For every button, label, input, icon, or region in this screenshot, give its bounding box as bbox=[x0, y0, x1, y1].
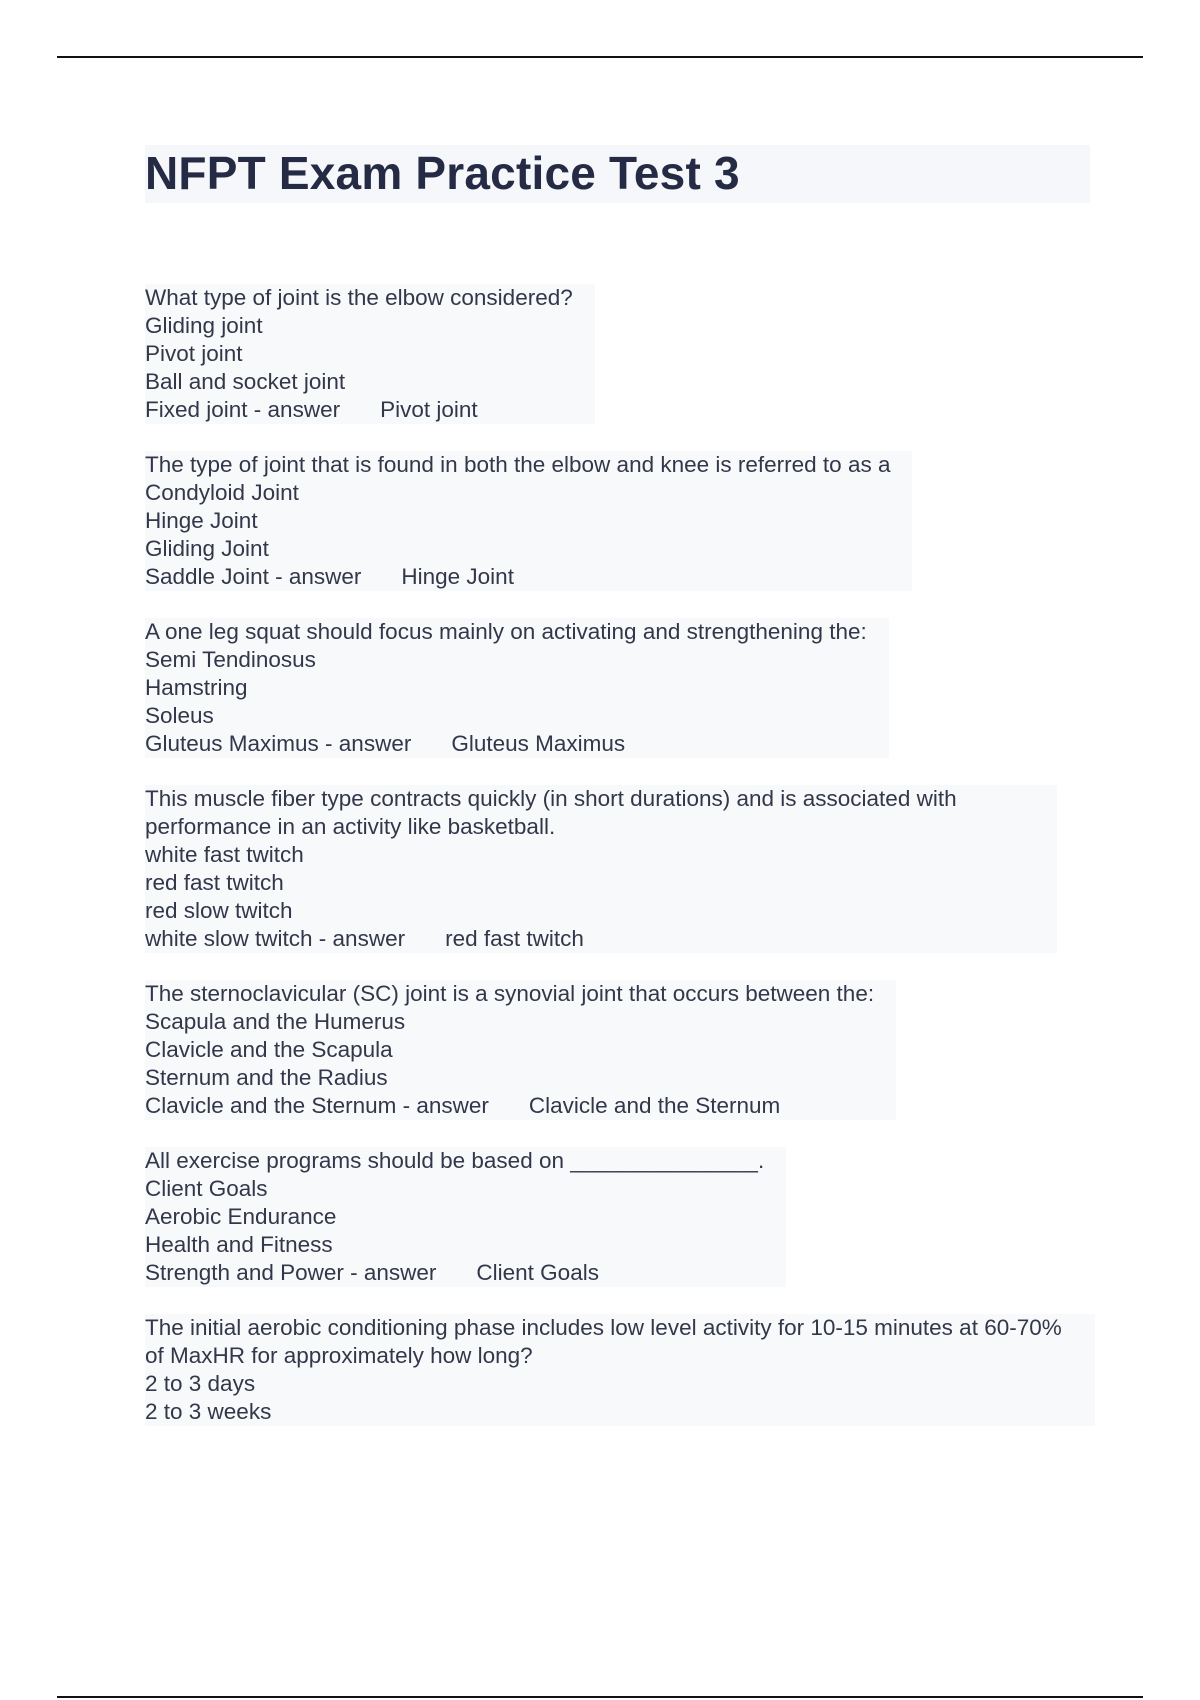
answer-text: Pivot joint bbox=[380, 397, 478, 422]
option-text: Client Goals bbox=[145, 1176, 268, 1201]
answer-text: Hinge Joint bbox=[401, 564, 514, 589]
option-text: Gliding Joint bbox=[145, 536, 269, 561]
question-block bbox=[145, 1314, 1095, 1453]
answer-line bbox=[145, 730, 867, 758]
answer-text: red fast twitch bbox=[445, 926, 584, 951]
bottom-divider bbox=[57, 1696, 1143, 1698]
answer-text: Client Goals bbox=[476, 1260, 599, 1285]
answer-line bbox=[145, 563, 890, 591]
option-text: Health and Fitness bbox=[145, 1232, 333, 1257]
option-text: white fast twitch bbox=[145, 842, 304, 867]
answer-line bbox=[145, 1259, 764, 1287]
option-text: 2 to 3 days bbox=[145, 1371, 256, 1396]
option-text: Pivot joint bbox=[145, 341, 243, 366]
option-text: 2 to 3 weeks bbox=[145, 1399, 272, 1424]
option-text: red slow twitch bbox=[145, 898, 293, 923]
question-text: All exercise programs should be based on _______________. bbox=[145, 1148, 765, 1173]
last-option-with-answer-label: Saddle Joint - answer bbox=[145, 564, 362, 589]
question-text: The type of joint that is found in both the elbow and knee is referred to as a bbox=[145, 452, 891, 477]
answer-text: Gluteus Maximus bbox=[451, 731, 626, 756]
last-option-with-answer-label: Fixed joint - answer bbox=[145, 397, 341, 422]
option-text: Hamstring bbox=[145, 675, 248, 700]
option-text: Semi Tendinosus bbox=[145, 647, 316, 672]
answer-line bbox=[145, 396, 573, 424]
option-text: Clavicle and the Scapula bbox=[145, 1037, 393, 1062]
option-text: Ball and socket joint bbox=[145, 369, 346, 394]
question-text: The sternoclavicular (SC) joint is a synovial joint that occurs between the: bbox=[145, 981, 875, 1006]
question-text: The initial aerobic conditioning phase includes low level activity for 10-15 minutes at 60-70% of MaxHR for approximately how long? bbox=[145, 1315, 1062, 1368]
question-block bbox=[145, 785, 1095, 980]
option-text: Scapula and the Humerus bbox=[145, 1009, 406, 1034]
question-text: This muscle fiber type contracts quickly (in short durations) and is associated with performance in an activity like basketball. bbox=[145, 786, 957, 839]
question-block bbox=[145, 451, 1095, 618]
option-text: Gliding joint bbox=[145, 313, 263, 338]
option-text: Condyloid Joint bbox=[145, 480, 299, 505]
option-text: Hinge Joint bbox=[145, 508, 258, 533]
last-option-with-answer-label: Strength and Power - answer bbox=[145, 1260, 437, 1285]
answer-line bbox=[145, 925, 1035, 953]
question-text: A one leg squat should focus mainly on activating and strengthening the: bbox=[145, 619, 867, 644]
option-text: Soleus bbox=[145, 703, 214, 728]
last-option-with-answer-label: Gluteus Maximus - answer bbox=[145, 731, 412, 756]
last-option-with-answer-label: white slow twitch - answer bbox=[145, 926, 406, 951]
last-option-with-answer-label: Clavicle and the Sternum - answer bbox=[145, 1093, 489, 1118]
question-text: What type of joint is the elbow considered? bbox=[145, 285, 573, 310]
option-text: Sternum and the Radius bbox=[145, 1065, 388, 1090]
question-block bbox=[145, 980, 1095, 1147]
question-block bbox=[145, 618, 1095, 785]
question-block bbox=[145, 284, 1095, 451]
question-block bbox=[145, 1147, 1095, 1314]
top-divider bbox=[57, 56, 1143, 58]
question-list bbox=[145, 284, 1095, 1453]
option-text: Aerobic Endurance bbox=[145, 1204, 337, 1229]
answer-line bbox=[145, 1092, 874, 1120]
answer-text: Clavicle and the Sternum bbox=[528, 1093, 781, 1118]
page-title: NFPT Exam Practice Test 3 bbox=[145, 147, 740, 199]
option-text: red fast twitch bbox=[145, 870, 284, 895]
